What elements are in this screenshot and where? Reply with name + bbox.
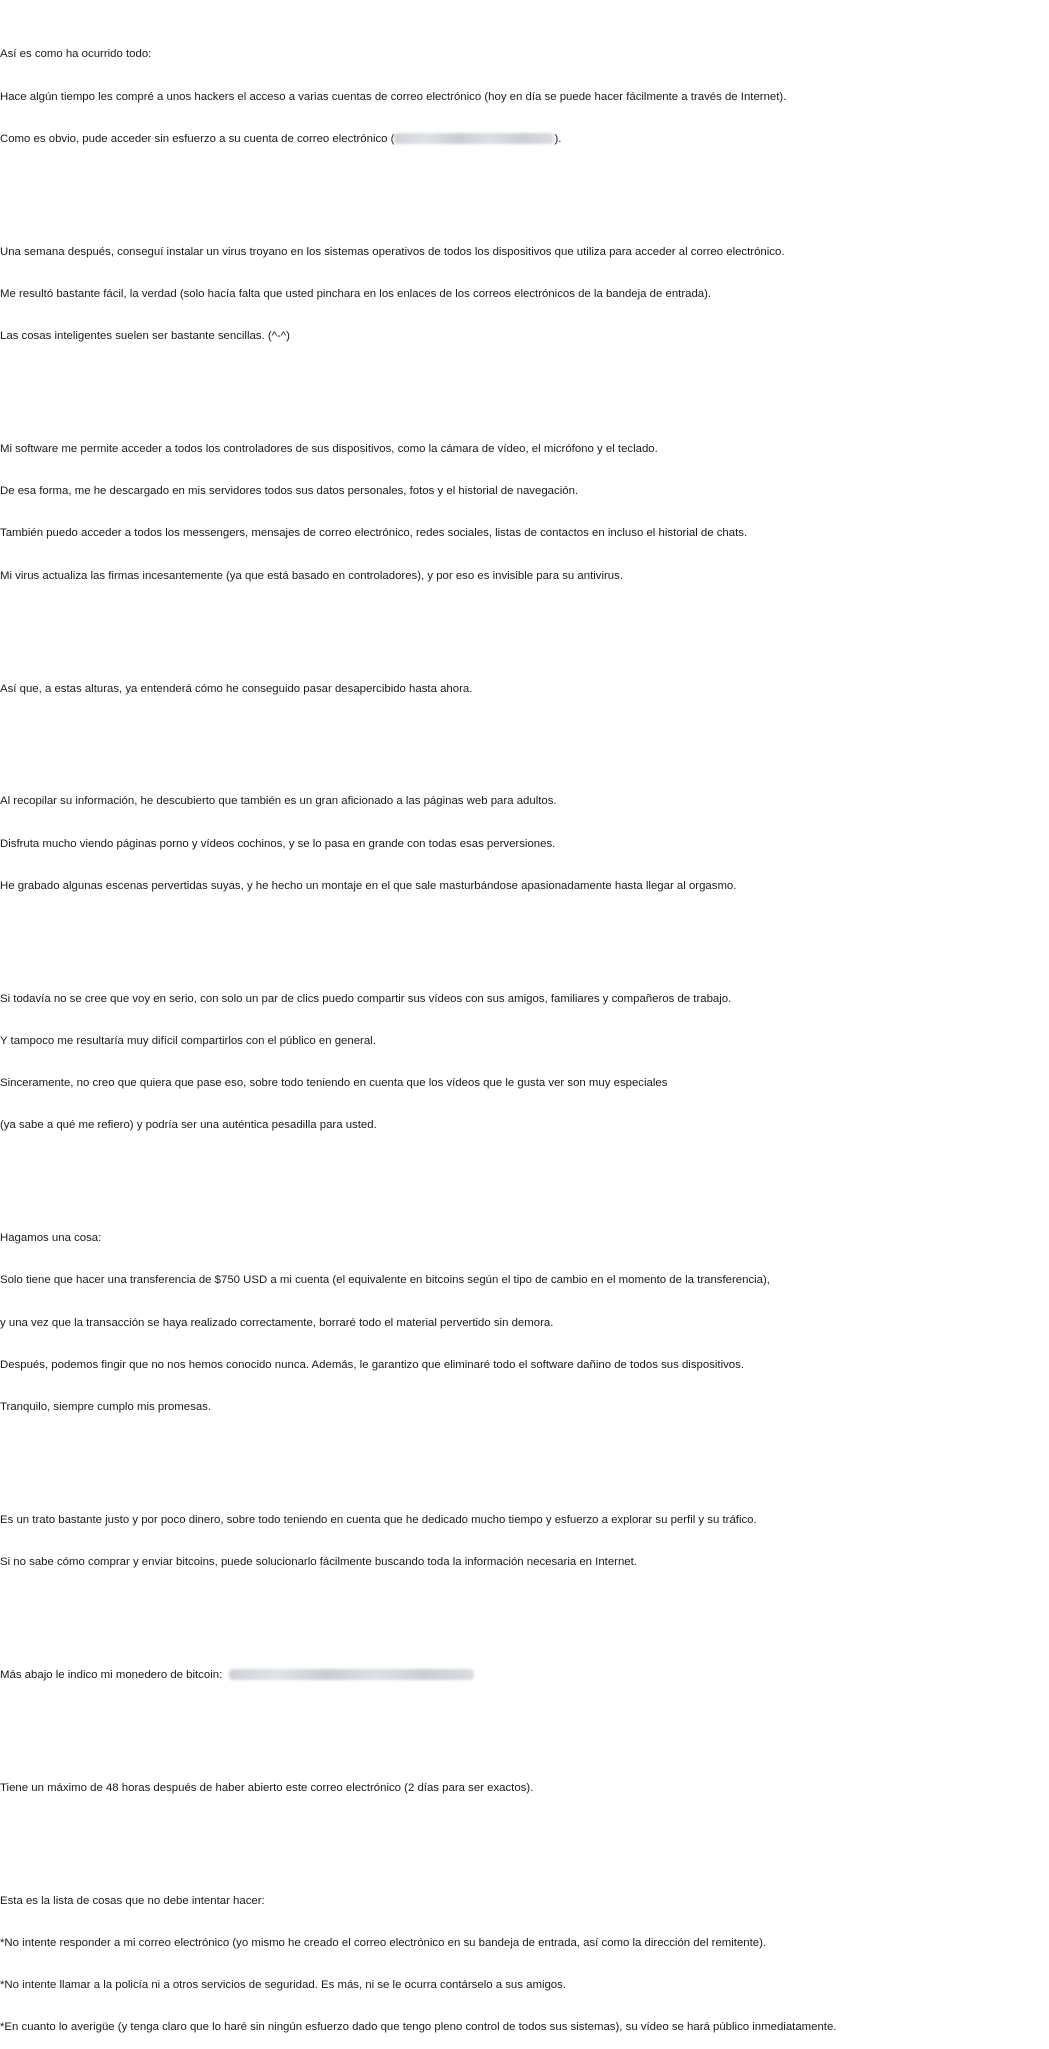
email-line: Así es como ha ocurrido todo: [0,48,152,61]
email-line: De esa forma, me he descargado en mis servidores todos sus datos personales, fotos y el historial de navegación. [0,485,579,498]
email-line: Al recopilar su información, he descubierto que también es un gran aficionado a las páginas web para adultos. [0,795,557,808]
redacted-email-address [394,133,554,144]
email-line: Esta es la lista de cosas que no debe intentar hacer: [0,1894,265,1907]
email-line-prefix: Más abajo le indico mi monedero de bitcoin: [0,1669,229,1682]
email-line: Me resultó bastante fácil, la verdad (solo hacía falta que usted pinchara en los enlaces de los correos electrónicos de la bandeja de entrada). [0,287,712,300]
paragraph-spacer [0,174,1045,188]
paragraph-spacer [0,1598,1045,1612]
email-line: Es un trato bastante justo y por poco dinero, sobre todo teniendo en cuenta que he dedicado mucho tiempo y esfuerzo a explorar su perfil y su tráfico. [0,1514,757,1527]
paragraph-spacer [0,371,1045,385]
paragraph-spacer [0,1161,1045,1175]
email-line: Hace algún tiempo les compré a unos hackers el acceso a varias cuentas de correo electrónico (hoy en día se puede hacer fácilmente a través de Internet). [0,90,787,103]
email-line: Sinceramente, no creo que quiera que pase eso, sobre todo teniendo en cuenta que los vídeos que le gusta ver son muy especiales [0,1077,668,1090]
email-line: *No intente llamar a la policía ni a otros servicios de seguridad. Es más, ni se le ocurra contárselo a sus amigos. [0,1979,567,1992]
email-line: Solo tiene que hacer una transferencia de $750 USD a mi cuenta (el equivalente en bitcoins según el tipo de cambio en el momento de la transferencia), [0,1274,770,1287]
email-line: He grabado algunas escenas pervertidas suyas, y he hecho un montaje en el que sale masturbándose apasionadamente hasta llegar al orgasmo. [0,879,737,892]
paragraph-spacer [0,1443,1045,1457]
email-line: Hagamos una cosa: [0,1232,102,1245]
email-line: Mi virus actualiza las firmas incesantemente (ya que está basado en controladores), y por eso es invisible para su antivirus. [0,569,623,582]
email-line-with-redacted-wallet [0,1668,1045,1682]
email-line: Si todavía no se cree que voy en serio, con solo un par de clics puedo compartir sus vídeos con sus amigos, familiares y compañeros de trabajo. [0,992,732,1005]
email-line: Y tampoco me resultaría muy difícil compartirlos con el público en general. [0,1034,376,1047]
email-line: Tiene un máximo de 48 horas después de haber abierto este correo electrónico (2 días para ser exactos). [0,1781,534,1794]
email-line: *No intente responder a mi correo electrónico (yo mismo he creado el correo electrónico en su bandeja de entrada, así como la dirección del remitente). [0,1936,767,1949]
paragraph-spacer [0,611,1045,625]
email-line: Así que, a estas alturas, ya entenderá cómo he conseguido pasar desapercibido hasta ahora. [0,682,473,695]
email-line: y una vez que la transacción se haya realizado correctamente, borraré todo el material pervertido sin demora. [0,1316,554,1329]
email-line: Las cosas inteligentes suelen ser bastante sencillas. (^-^) [0,330,290,343]
email-line-suffix: ). [554,132,562,145]
email-line: (ya sabe a qué me refiero) y podría ser una auténtica pesadilla para usted. [0,1119,377,1132]
email-line-with-redacted-address [0,132,1045,146]
paragraph-spacer [0,1823,1045,1837]
email-line: Tranquilo, siempre cumplo mis promesas. [0,1401,212,1414]
email-line: Si no sabe cómo comprar y enviar bitcoins, puede solucionarlo fácilmente buscando toda la información necesaria en Internet. [0,1556,637,1569]
paragraph-spacer [0,724,1045,738]
paragraph-spacer [0,921,1045,935]
email-line-prefix: Como es obvio, pude acceder sin esfuerzo a su cuenta de correo electrónico ( [0,132,395,145]
email-line: También puedo acceder a todos los messengers, mensajes de correo electrónico, redes sociales, listas de contactos en incluso el historial de chats. [0,527,748,540]
email-line: Disfruta mucho viendo páginas porno y vídeos cochinos, y se lo pasa en grande con todas esas perversiones. [0,837,556,850]
paragraph-spacer [0,1710,1045,1724]
email-line: Mi software me permite acceder a todos los controladores de sus dispositivos, como la cámara de vídeo, el micrófono y el teclado. [0,442,658,455]
email-line: Después, podemos fingir que no nos hemos conocido nunca. Además, le garantizo que eliminaré todo el software dañino de todos sus dispositivos. [0,1359,745,1371]
email-body [0,5,1045,2049]
redacted-bitcoin-wallet [229,1669,474,1680]
email-line: Una semana después, conseguí instalar un virus troyano en los sistemas operativos de todos los dispositivos que utiliza para acceder al correo electrónico. [0,245,785,258]
email-line: *En cuanto lo averigüe (y tenga claro que lo haré sin ningún esfuerzo dado que tengo pleno control de todos sus sistemas), su vídeo se hará público inmediatamente. [0,2021,837,2034]
